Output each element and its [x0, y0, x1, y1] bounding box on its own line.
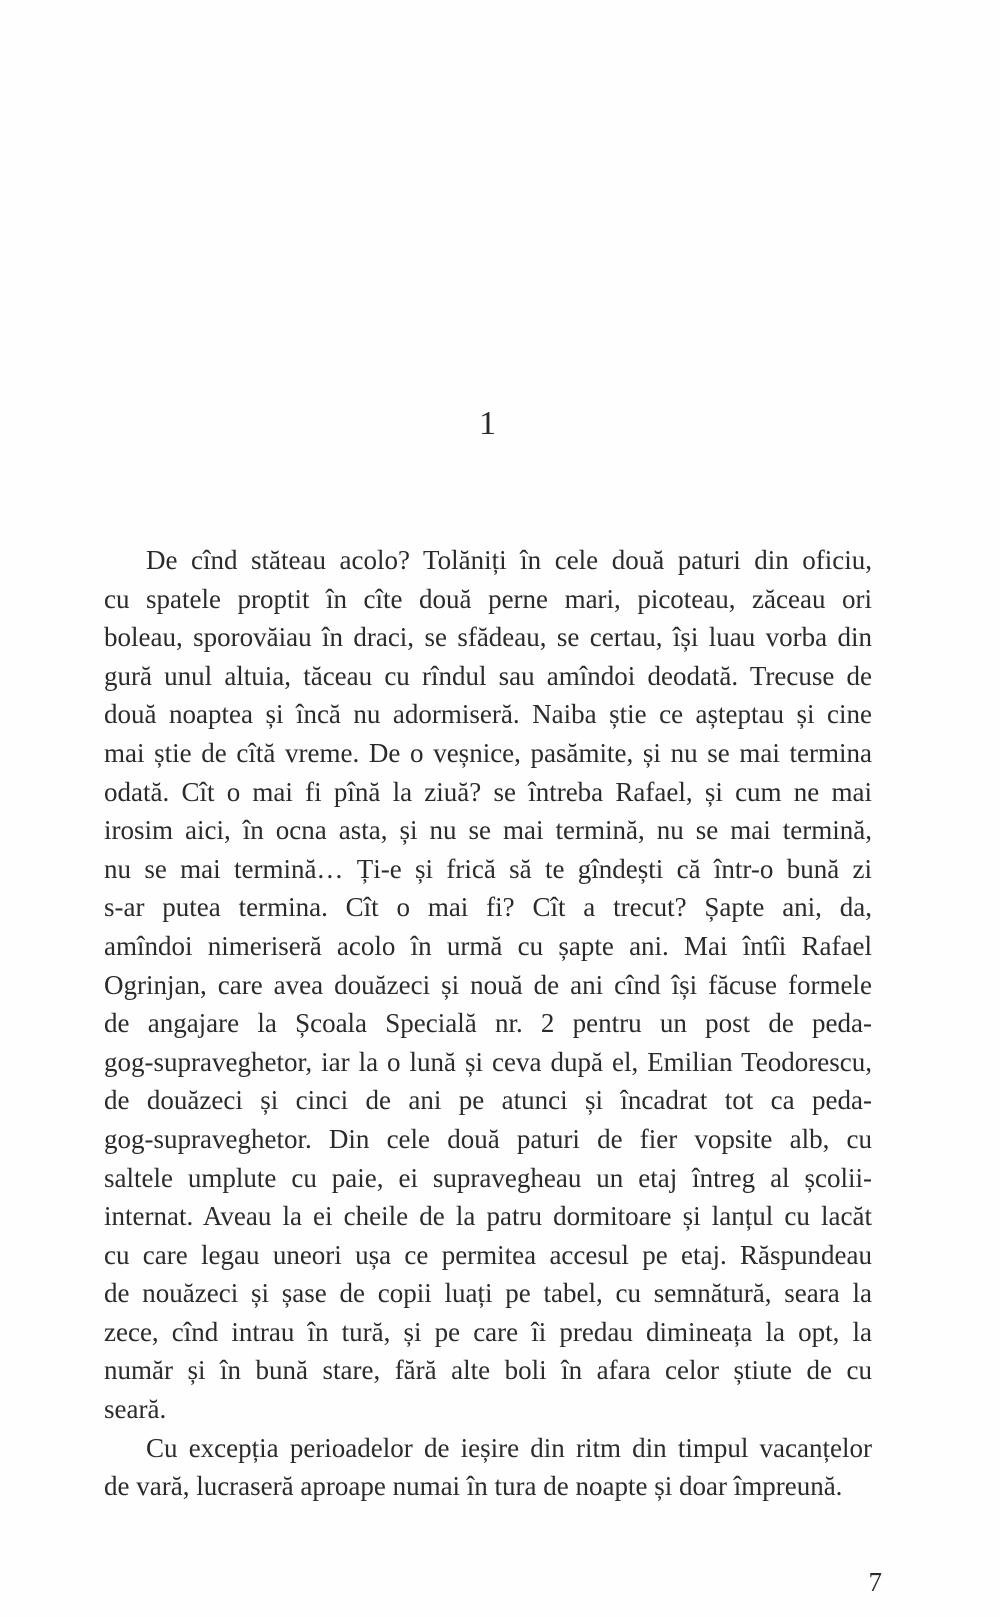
text-line: gog-supraveghetor. Din cele două paturi de fier vopsite alb, cu: [104, 1123, 872, 1154]
text-line: odată. Cît o mai fi pînă la ziuă? se întreba Rafael, și cum ne mai: [104, 776, 872, 807]
text-line: s-ar putea termina. Cît o mai fi? Cît a trecut? Șapte ani, da,: [104, 892, 872, 923]
text-line: amîndoi nimeriseră acolo în urmă cu șapte ani. Mai întîi Rafael: [104, 930, 872, 961]
text-line: de vară, lucraseră aproape numai în tura de noapte și doar împreună.: [104, 1471, 843, 1502]
text-line: boleau, sporovăiau în draci, se sfădeau, se certau, își luau vorba din: [104, 622, 872, 653]
paragraph: [104, 1429, 872, 1506]
text-line: seară.: [104, 1394, 167, 1425]
chapter-body: [104, 541, 872, 1506]
paragraph: [104, 541, 872, 1429]
text-line: saltele umplute cu paie, ei supravegheau un etaj întreg al școlii-: [104, 1162, 872, 1193]
text-line: cu spatele proptit în cîte două perne mari, picoteau, zăceau ori: [104, 583, 872, 614]
text-line: mai știe de cîtă vreme. De o veșnice, pasămite, și nu se mai termina: [104, 737, 872, 768]
text-line: de douăzeci și cinci de ani pe atunci și încadrat tot ca peda-: [104, 1085, 872, 1116]
text-line: internat. Aveau la ei cheile de la patru dormitoare și lanțul cu lacăt: [104, 1201, 872, 1232]
text-line: număr și în bună stare, fără alte boli în afara celor știute de cu: [104, 1355, 872, 1386]
text-line: De cînd stăteau acolo? Tolăniți în cele două paturi din oficiu,: [146, 545, 872, 575]
text-line: cu care legau uneori ușa ce permitea accesul pe etaj. Răspundeau: [104, 1239, 872, 1270]
text-line: Ogrinjan, care avea douăzeci și nouă de ani cînd își făcuse formele: [104, 969, 872, 1000]
text-line: gog-supraveghetor, iar la o lună și ceva după el, Emilian Teodorescu,: [104, 1046, 872, 1077]
text-line: nu se mai termină… Ți-e și frică să te gîndești că într-o bună zi: [104, 853, 872, 884]
text-line: două noaptea și încă nu adormiseră. Naiba știe ce așteptau și cine: [104, 699, 872, 730]
text-line: Cu excepția perioadelor de ieșire din ritm din timpul vacanțelor: [146, 1432, 872, 1463]
chapter-number: 1: [479, 405, 496, 442]
text-line: zece, cînd intrau în tură, și pe care îi predau dimineața la opt, la: [104, 1316, 872, 1347]
text-line: de nouăzeci și șase de copii luați pe tabel, cu semnătură, seara la: [104, 1278, 872, 1309]
text-line: gură unul altuia, tăceau cu rîndul sau amîndoi deodată. Trecuse de: [104, 660, 872, 691]
page-number: 7: [868, 1567, 882, 1597]
text-line: irosim aici, în ocna asta, și nu se mai termină, nu se mai termină,: [104, 815, 872, 846]
text-line: de angajare la Școala Specială nr. 2 pentru un post de peda-: [104, 1008, 872, 1039]
